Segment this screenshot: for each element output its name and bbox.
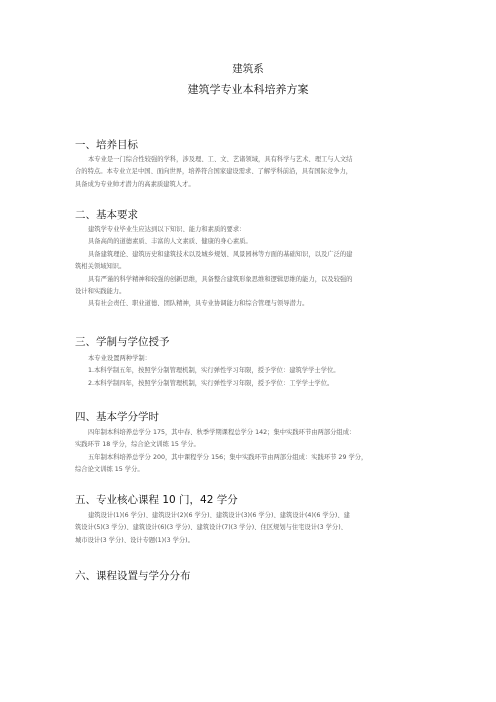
body-line: 2.本科学制四年，按照学分制管理机制，实行弹性学习年限，授予学位：工学学士学位。: [88, 379, 334, 387]
body-line: 具备高尚的道德素质、丰富的人文素质、健康的身心素质。: [88, 238, 252, 246]
section-heading-6: 六、课程设置与学分分布: [75, 570, 191, 582]
section-heading-3: 三、学制与学位授予: [75, 336, 170, 348]
body-line: 具有社会责任、职业道德、团队精神，具专业协调能力和综合管理与领导潜力。: [88, 300, 309, 308]
body-line: 具有严谨的科学精神和较强的创新思维，具备整合建筑形象思维和逻辑思维的能力，以及较强的: [88, 275, 353, 283]
section-body-4: [75, 427, 438, 477]
section-heading-4: 四、基本学分学时: [75, 411, 159, 423]
section-body-5: [75, 510, 438, 547]
body-line: 城市设计(3 学分)、设计专题(1)(3 学分)。: [75, 536, 194, 544]
department-name: 建筑系: [232, 63, 264, 75]
body-line: 四年制本科培养总学分 175，其中春、秋季学期课程总学分 142；集中实践环节由两部分组成：: [88, 429, 356, 436]
body-line: 筑相关领域知识。: [75, 263, 126, 271]
section-body-3: [88, 353, 438, 390]
body-line: 设计和实践能力。: [75, 288, 126, 296]
body-line: 具备成为专业帅才潜力的高素质建筑人才。: [75, 180, 195, 188]
body-line: 本专业是一门综合性较强的学科，涉及理、工、文、艺诸领域，具有科学与艺术、理工与人文结: [88, 156, 353, 163]
section-body-2: [75, 224, 438, 311]
body-line: 具备建筑理论、建筑历史和建筑技术以及城乡规划、风景园林等方面的基础知识，以及广泛的建: [88, 250, 353, 258]
body-line: 建筑学专业毕业生应达到以下知识、能力和素质的要求：: [88, 226, 246, 233]
body-line: 综合论文训练 15 学分。: [75, 466, 144, 474]
body-line: 五年制本科培养总学分 200，其中课程学分 156；集中实践环节由两部分组成：实践环节 29 学分，: [88, 453, 368, 461]
body-line: 筑设计(5)(3 学分)、建筑设计(6)(3 学分)、建筑设计(7)(3 学分)、住区规划与住宅设计(3 学分)、: [75, 524, 347, 532]
body-line: 本专业设置两种学制：: [88, 355, 151, 362]
section-heading-5: 五、专业核心课程 10 门，42 学分: [75, 494, 238, 506]
body-line: 1.本科学制五年，按照学分制管理机制，实行弹性学习年限，授予学位：建筑学学士学位。: [88, 367, 340, 375]
section-heading-2: 二、基本要求: [75, 209, 138, 221]
body-line: 合的特点。本专业立足中国、面向世界，培养符合国家建设需求、了解学科前沿，具有国际竞争力，: [75, 168, 353, 176]
document-title: 建筑学专业本科培养方案: [187, 83, 309, 96]
body-line: 实践环节 18 学分，综合论文训练 15 学分。: [75, 441, 200, 449]
section-heading-1: 一、培养目标: [75, 139, 138, 151]
section-body-1: [75, 154, 438, 191]
body-line: 建筑设计(1)(6 学分)、建筑设计(2)(6 学分)、建筑设计(3)(6 学分)、建筑设计(4)(6 学分)、建: [88, 512, 350, 519]
